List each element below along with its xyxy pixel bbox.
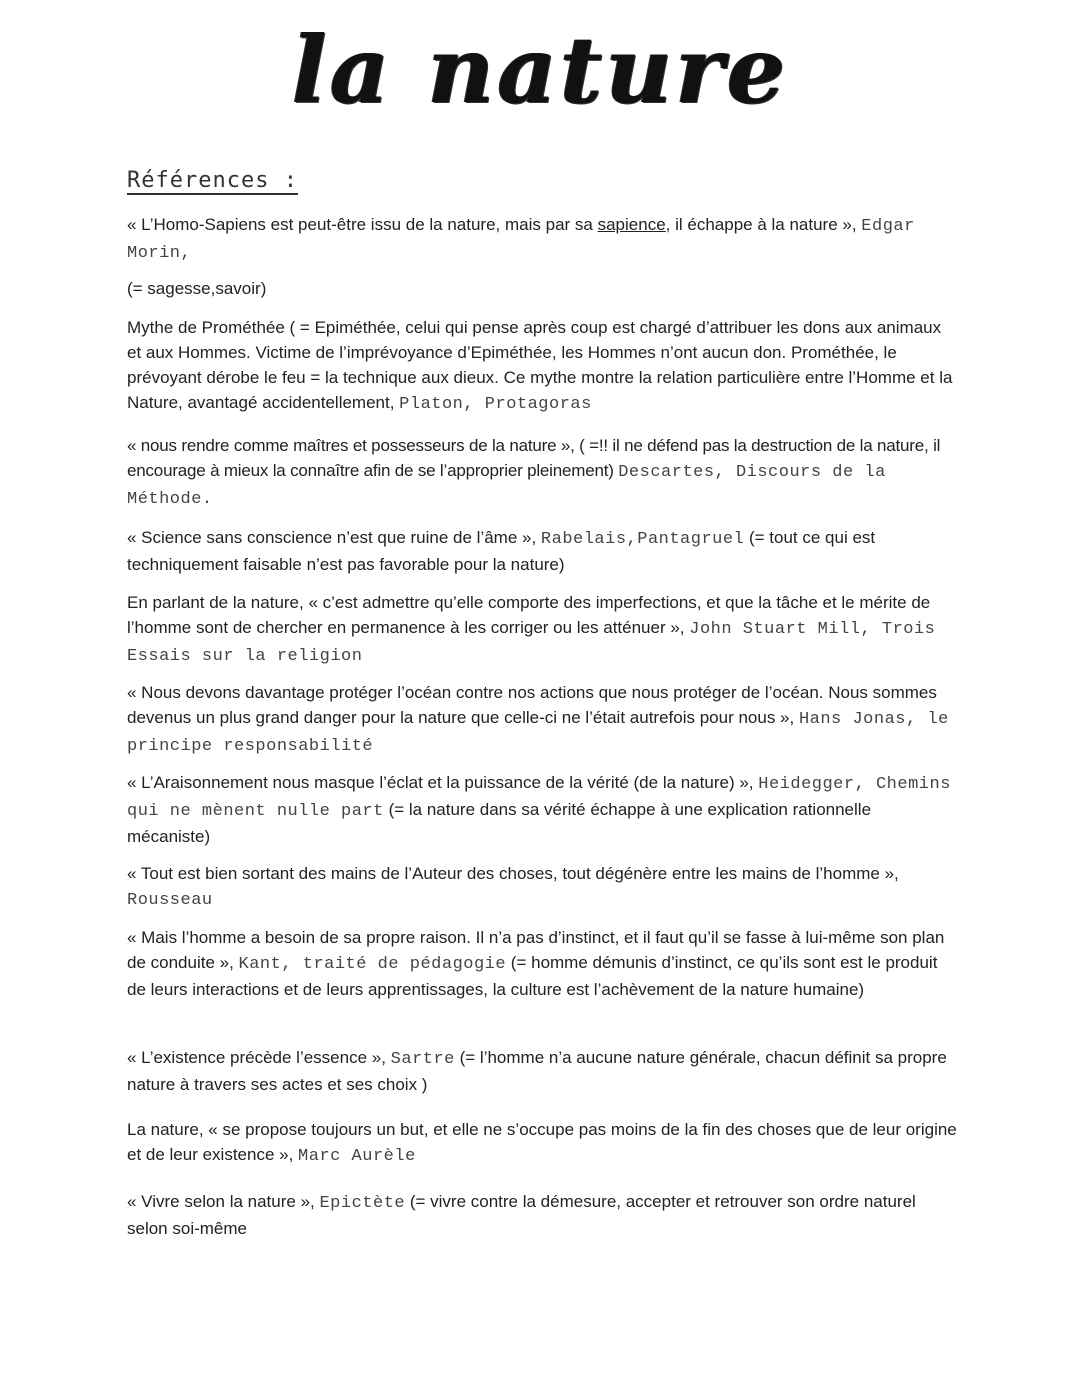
author: Rousseau xyxy=(127,891,213,910)
ref-promethee: Mythe de Prométhée ( = Epiméthée, celui qui pense après coup est chargé d’attribuer les dons aux animaux et aux Hommes. Victime de l’imprévoyance d’Epiméthée, les Hommes n’ont aucun don. Prométhée, le prévoyant dérobe le feu = la technique aux dieux. Ce mythe montre la relation particulière entre l’Homme et la Nature, avantagé accidentellement, Platon, Protagoras xyxy=(127,318,953,414)
sapience-word: sapience xyxy=(597,215,666,234)
author: Marc Aurèle xyxy=(298,1147,416,1166)
author: Rabelais,Pantagruel xyxy=(540,530,745,549)
ref-mill: En parlant de la nature, « c’est admettre qu’elle comporte des imperfections, et que la tâche et le mérite de l’homme sont de chercher en permanence à les corriger ou les atténuer », John Stuart Mill, Trois Essais sur la religion xyxy=(127,593,936,666)
author: Hans Jonas, le principe responsabilité xyxy=(127,710,949,756)
references-heading: Références : xyxy=(127,168,298,193)
author: Descartes, Discours de la Méthode. xyxy=(127,463,886,509)
ref-marc-aurele: La nature, « se propose toujours un but, et elle ne s’occupe pas moins de la fin des choses que de leur origine et de leur existence », Marc Aurèle xyxy=(127,1120,957,1166)
ref-rousseau: « Tout est bien sortant des mains de l’Auteur des choses, tout dégénère entre les mains de l’homme », Rousseau xyxy=(127,864,899,910)
ref-sagesse: (= sagesse,savoir) xyxy=(127,279,267,298)
author: Sartre xyxy=(390,1050,455,1069)
ref-rabelais: « Science sans conscience n’est que ruine de l’âme », Rabelais,Pantagruel (= tout ce qui est techniquement faisable n’est pas favorable pour la nature) xyxy=(127,528,876,574)
page-title: la nature xyxy=(291,16,789,124)
ref-morin: « L’Homo-Sapiens est peut-être issu de la nature, mais par sa sapience, il échappe à la nature », Edgar Morin, xyxy=(127,215,915,263)
author: John Stuart Mill, Trois Essais sur la religion xyxy=(127,620,936,666)
ref-sartre: « L’existence précède l’essence », Sartre (= l’homme n’a aucune nature générale, chacun définit sa propre nature à travers ses actes et ses choix ) xyxy=(127,1048,947,1094)
author: Kant, traité de pédagogie xyxy=(238,955,507,974)
ref-epictete: « Vivre selon la nature », Epictète (= vivre contre la démesure, accepter et retrouver son ordre naturel selon soi-même xyxy=(127,1192,916,1238)
ref-kant: « Mais l’homme a besoin de sa propre raison. Il n’a pas d’instinct, et il faut qu’il se fasse à lui-même son plan de conduite », Kant, traité de pédagogie (= homme démunis d’instinct, ce qu’ils sont est le produit de leurs interactions et de leurs apprentissages, la culture est l’achèvement de la nature humaine) xyxy=(127,928,945,999)
author: Edgar Morin, xyxy=(127,217,915,263)
author: Heidegger, Chemins qui ne mènent nulle part xyxy=(127,775,951,821)
author: Epictète xyxy=(319,1194,406,1213)
ref-jonas: « Nous devons davantage protéger l’océan contre nos actions que nous protéger de l’océan. Nous sommes devenus un plus grand danger pour la nature que celle-ci ne l’était autrefois pour nous », Hans Jonas, le principe responsabilité xyxy=(127,683,949,756)
ref-heidegger: « L’Araisonnement nous masque l’éclat et la puissance de la vérité (de la nature) », Heidegger, Chemins qui ne mènent nulle part (= la nature dans sa vérité échappe à une explication rationnelle mécaniste) xyxy=(127,773,951,846)
author: Platon, Protagoras xyxy=(399,395,592,414)
ref-descartes: « nous rendre comme maîtres et possesseurs de la nature », ( =!! il ne défend pas la destruction de la nature, il encourage à mieux la connaître afin de se l’approprier pleinement) Descartes, Discours de la Méthode. xyxy=(127,436,941,509)
